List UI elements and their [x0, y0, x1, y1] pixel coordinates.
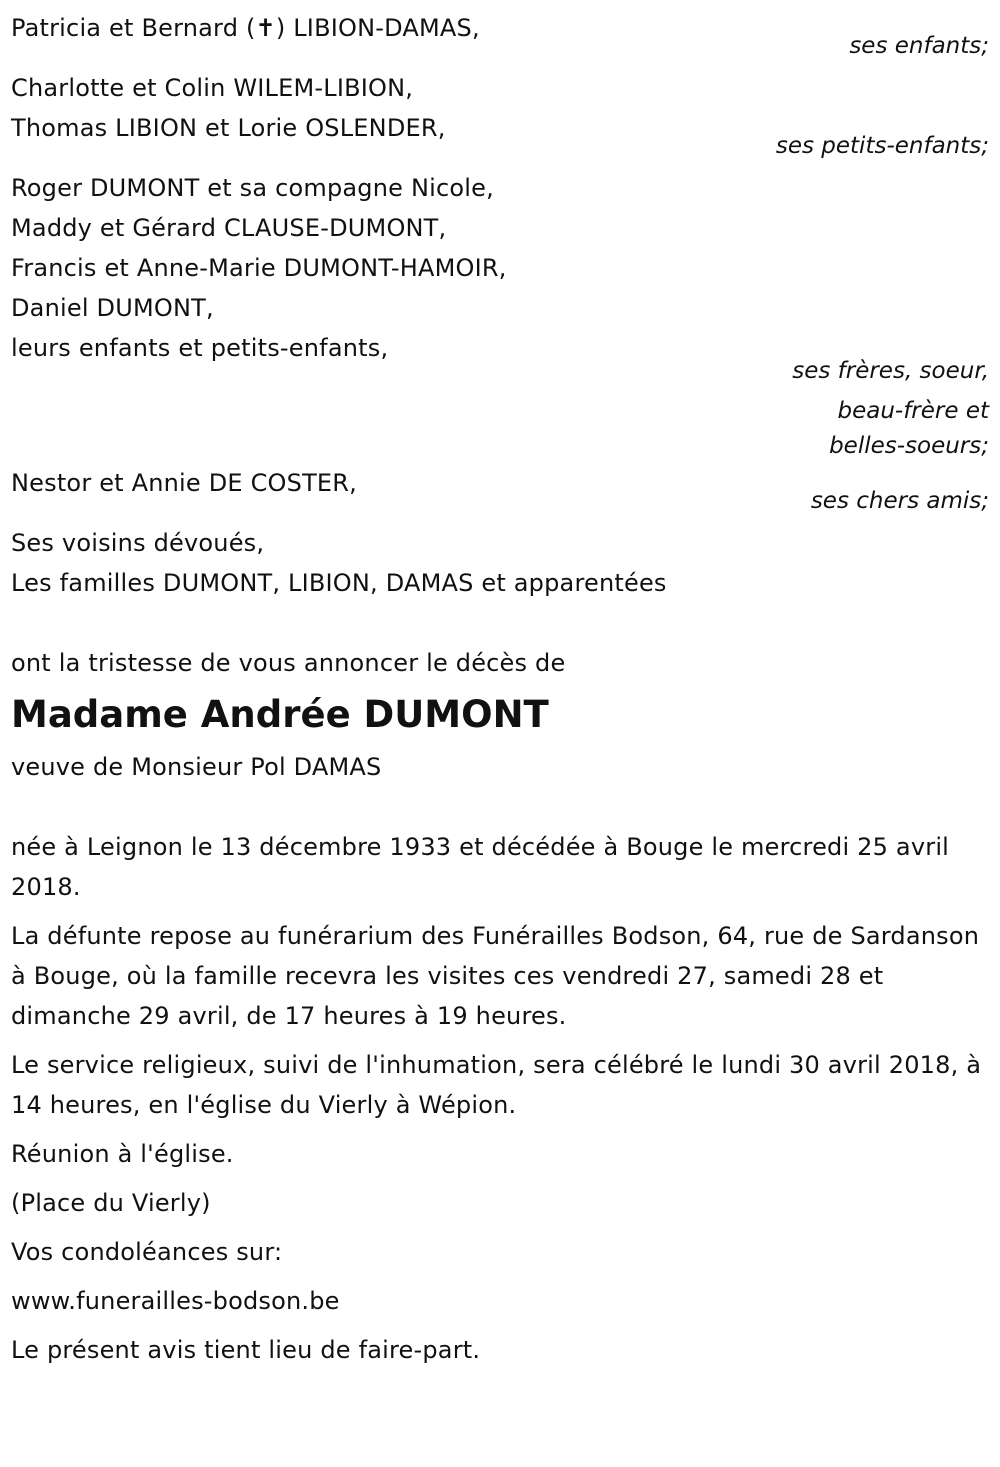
role-friends: ses chers amis;	[810, 488, 989, 514]
deceased-name: Madame Andrée DUMONT	[11, 693, 549, 736]
funerarium-info: La défunte repose au funérarium des Funérailles Bodson, 64, rue de Sardanson à Bouge, où la famille recevra les visites ces vendredi 27, samedi 28 et dimanche 29 avril, de 17 heures à 19 heures.	[11, 922, 980, 1030]
place-info: (Place du Vierly)	[11, 1189, 211, 1217]
obituary-notice	[11, 8, 991, 1379]
role-siblings-line: ses frères, soeur,	[792, 358, 989, 384]
role-grandchildren: ses petits-enfants;	[775, 133, 989, 159]
children-names: Patricia et Bernard (✝) LIBION-DAMAS,	[11, 14, 480, 42]
role-siblings-line: beau-frère et	[837, 398, 989, 424]
sibling-line: Daniel DUMONT,	[11, 294, 214, 322]
service-info: Le service religieux, suivi de l'inhumation, sera célébré le lundi 30 avril 2018, à 14 heures, en l'église du Vierly à Wépion.	[11, 1051, 982, 1119]
condolences-label: Vos condoléances sur:	[11, 1238, 283, 1266]
grandchild-line: Thomas LIBION et Lorie OSLENDER,	[11, 114, 446, 142]
others-line: Ses voisins dévoués,	[11, 529, 265, 557]
friends-line: Nestor et Annie DE COSTER,	[11, 469, 358, 497]
announcement: ont la tristesse de vous annoncer le décès de	[11, 649, 566, 677]
sibling-line: leurs enfants et petits-enfants,	[11, 334, 389, 362]
sibling-line: Roger DUMONT et sa compagne Nicole,	[11, 174, 494, 202]
website-link[interactable]: www.funerailles-bodson.be	[11, 1287, 340, 1315]
sibling-line: Francis et Anne-Marie DUMONT-HAMOIR,	[11, 254, 507, 282]
notice-closing: Le présent avis tient lieu de faire-part.	[11, 1336, 481, 1364]
meeting-info: Réunion à l'église.	[11, 1140, 234, 1168]
birth-death-info: née à Leignon le 13 décembre 1933 et décédée à Bouge le mercredi 25 avril 2018.	[11, 833, 950, 901]
cross-icon: ✝	[255, 14, 276, 42]
role-children: ses enfants;	[849, 33, 989, 59]
widow-of: veuve de Monsieur Pol DAMAS	[11, 753, 382, 781]
others-line: Les familles DUMONT, LIBION, DAMAS et apparentées	[11, 569, 667, 597]
grandchild-line: Charlotte et Colin WILEM-LIBION,	[11, 74, 414, 102]
role-siblings-line: belles-soeurs;	[829, 433, 989, 459]
sibling-line: Maddy et Gérard CLAUSE-DUMONT,	[11, 214, 447, 242]
